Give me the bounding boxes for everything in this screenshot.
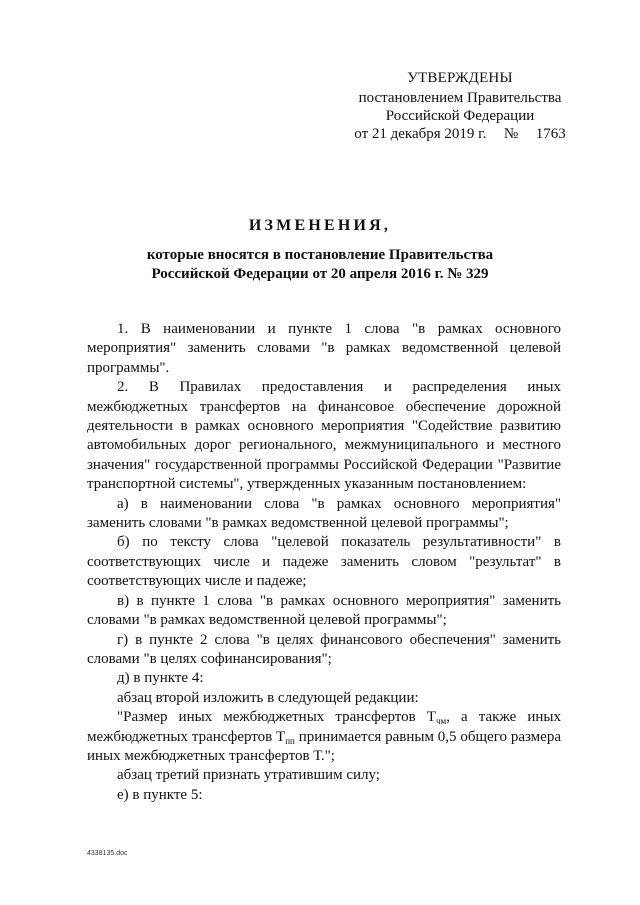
approval-line-1: постановлением Правительства [358, 90, 562, 106]
subscript-pp: пп [285, 735, 295, 746]
approval-date-line [340, 125, 580, 143]
approval-stamp [340, 69, 580, 143]
paragraph-2d: г) в пункте 2 слова "в целях финансового обеспечения" заменить словами "в целях софинансирования"; [87, 631, 561, 667]
paragraph-1: 1. В наименовании и пункте 1 слова "в рамках основного мероприятия" заменить словами "в рамках ведомственной целевой программы". [87, 321, 561, 376]
paragraph-2f: е) в пункте 5: [117, 786, 203, 803]
subscript-chm: чм [435, 716, 447, 727]
subtitle-line-1: которые вносятся в постановление Правительства [146, 247, 494, 263]
paragraph-2a: а) в наименовании слова "в рамках основного мероприятия" заменить словами "в рамках ведомственной целевой программы"; [87, 495, 561, 532]
paragraph-abzac-3: абзац третий признать утратившим силу; [117, 767, 380, 784]
paragraph-2: 2. В Правилах предоставления и распределения иных межбюджетных трансфертов на финансовое обеспечение дорожной деятельности в рамках основного мероприятия "Содействие развитию автомобильных дорог регионального, межмуниципального и местного значения" государственной программы Российской Федерации "Развитие транспортной системы", утвержденных указанным постановлением: [87, 379, 561, 493]
formula-paragraph: "Размер иных межбюджетных трансфертов $Т_{чм}$, а также иных межбюджетных трансфертов $Т_{пп}$ принимается равным 0,5 общего размера иных межбюджетных трансфертов Т."; [87, 709, 561, 764]
paragraph-2c: в) в пункте 1 слова "в рамках основного мероприятия" заменить словами "в рамках ведомственной целевой программы"; [87, 592, 561, 629]
approval-number-sign: № [503, 126, 519, 142]
subtitle-line-2: Российской Федерации от 20 апреля 2016 г. № 329 [151, 266, 489, 282]
paragraph-2b: б) по тексту слова "целевой показатель результативности" в соответствующих числе и падеже заменить словом "результат" в соответствующих числе и падеже; [87, 534, 561, 590]
approval-number: 1763 [535, 126, 566, 142]
approval-date: от 21 декабря 2019 г. [354, 126, 487, 142]
paragraph-2e-intro: абзац второй изложить в следующей редакции: [117, 689, 419, 706]
approval-line-2: Российской Федерации [385, 108, 535, 124]
document-title: ИЗМЕНЕНИЯ, [248, 217, 392, 234]
document-body [87, 320, 561, 805]
paragraph-2e: д) в пункте 4: [117, 670, 204, 687]
document-subtitle [80, 246, 560, 284]
footer-filename: 4338135.doc [87, 850, 128, 857]
approval-heading: УТВЕРЖДЕНЫ [407, 70, 513, 86]
